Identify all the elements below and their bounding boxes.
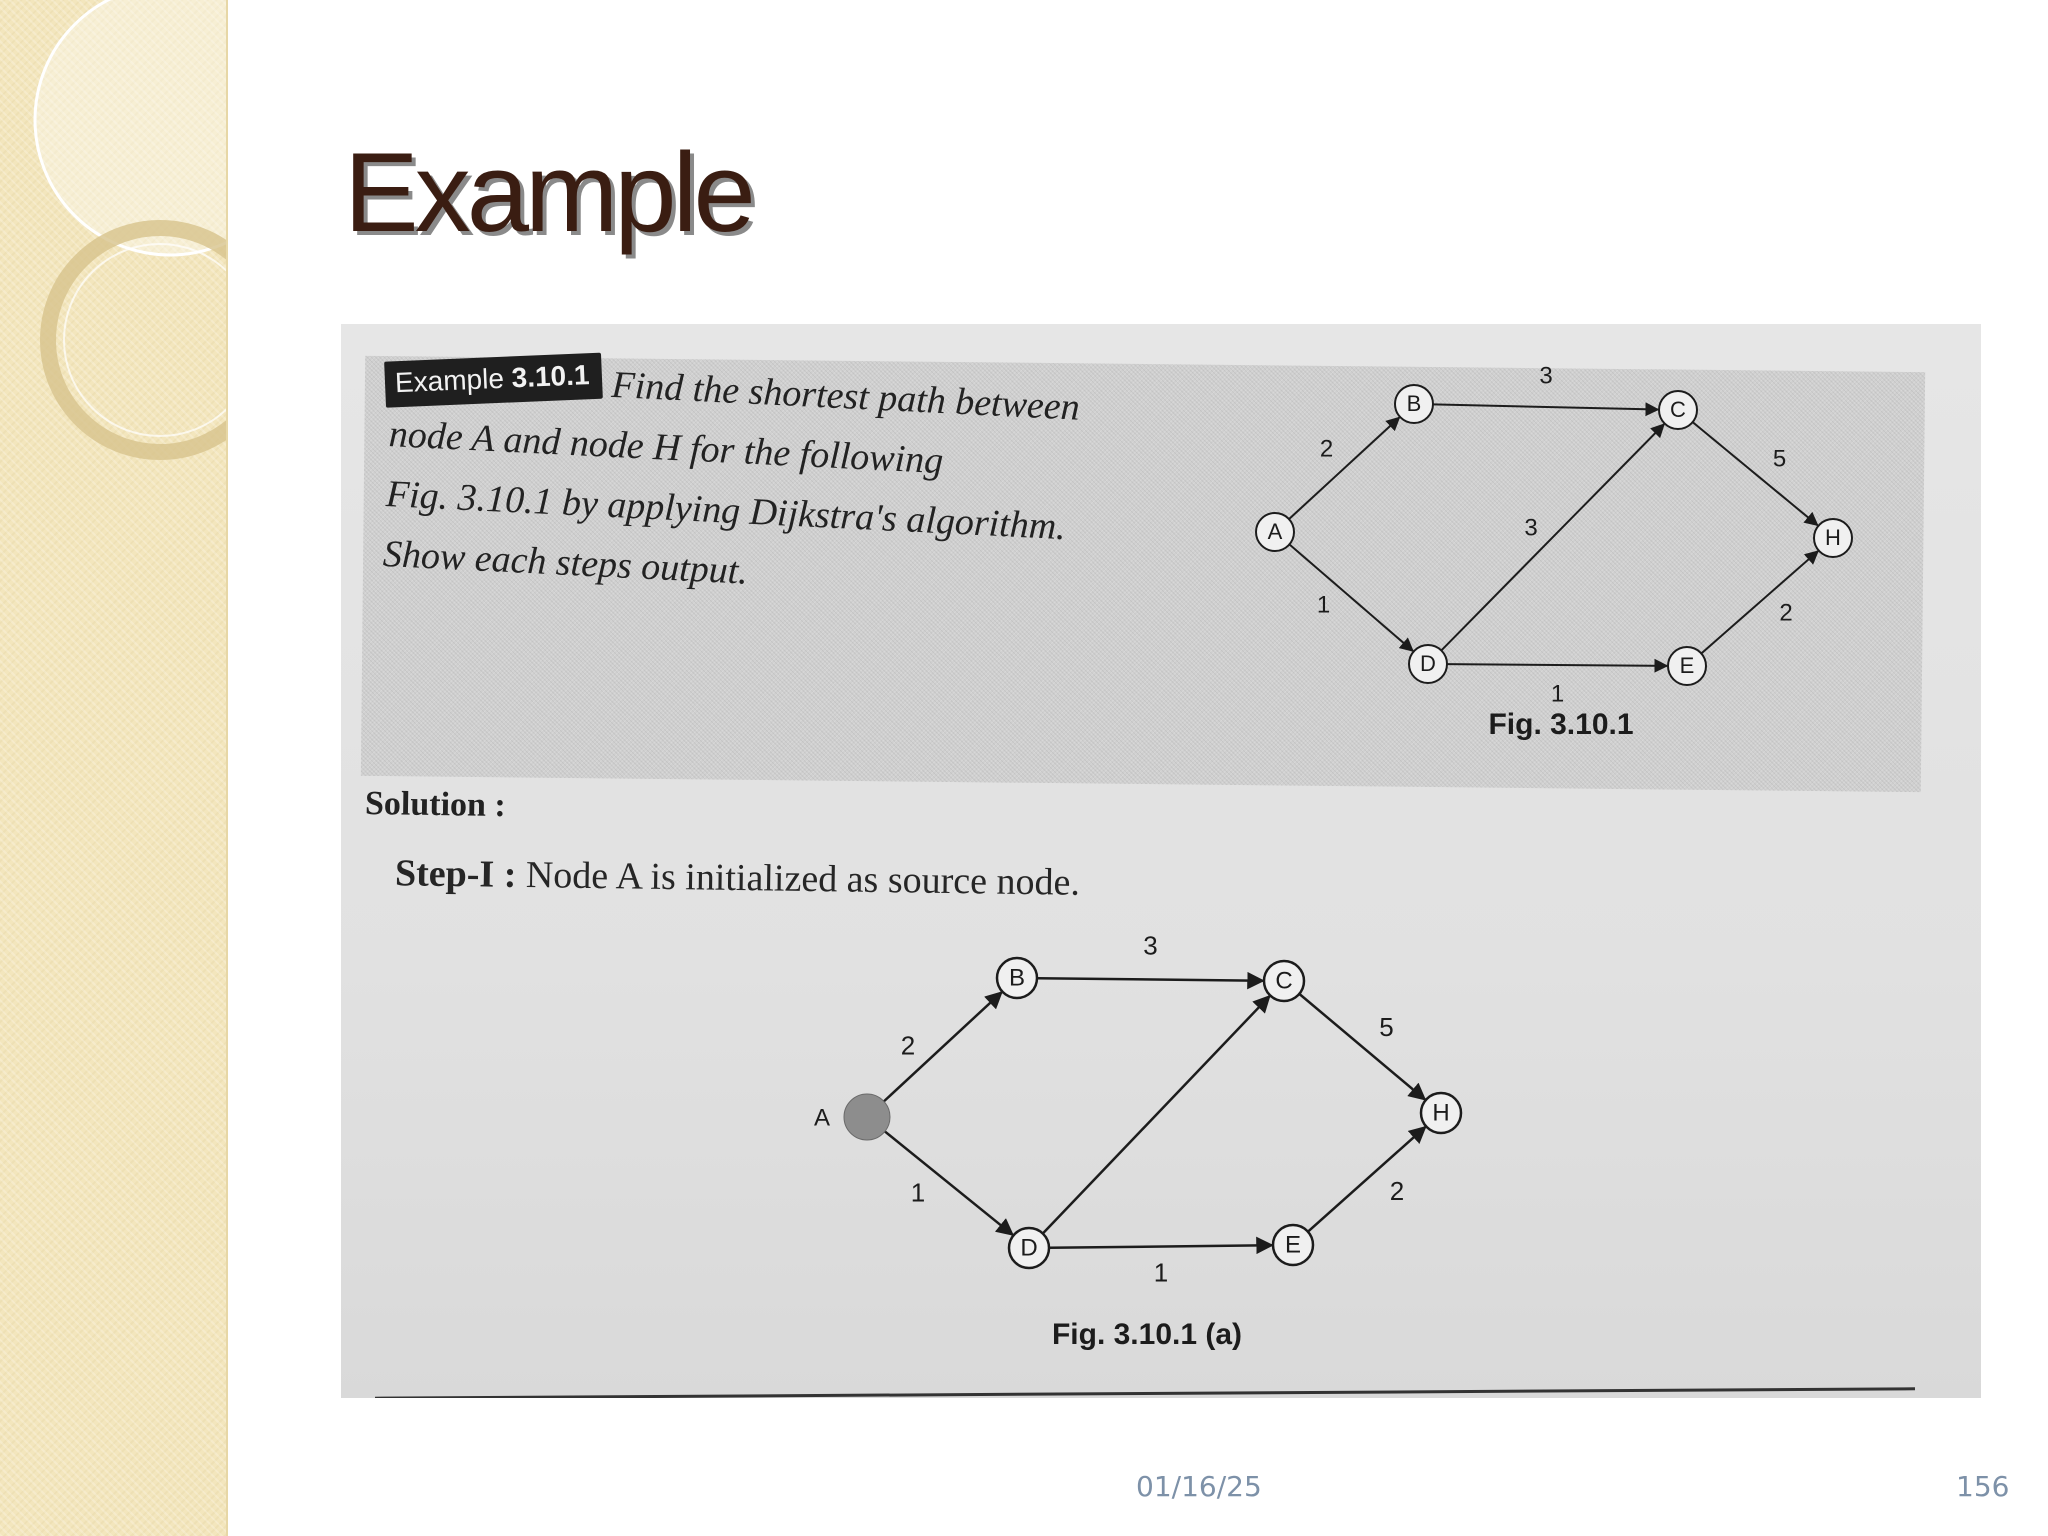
slide-title: Example	[344, 130, 752, 255]
figure-caption: Fig. 3.10.1	[1488, 708, 1634, 741]
edge-weight-A-D: 1	[910, 1177, 926, 1208]
edge-weight-C-H: 5	[1379, 1011, 1394, 1042]
edge-weight-A-B: 2	[900, 1030, 916, 1061]
graph-figures	[341, 324, 1981, 1398]
node-label-H: H	[1432, 1099, 1450, 1127]
edge-D-C	[1441, 424, 1664, 650]
problem-line-1: Find the shortest path between	[610, 363, 1081, 429]
node-label-A: A	[813, 1104, 831, 1132]
node-label-C: C	[1275, 967, 1293, 995]
textbook-photo	[341, 324, 1981, 1398]
edge-weight-D-E: 1	[1153, 1257, 1169, 1288]
node-label-H: H	[1825, 524, 1841, 550]
step-text: Node A is initialized as source node.	[525, 854, 1081, 904]
edge-weight-A-B: 2	[1319, 435, 1334, 463]
example-badge-word: Example	[394, 362, 505, 399]
edge-D-E	[1447, 664, 1667, 666]
figure-3-10-1	[1256, 362, 1852, 741]
edge-weight-A-D: 1	[1316, 591, 1331, 619]
edge-weight-C-H: 5	[1772, 445, 1787, 473]
source-node-A	[844, 1094, 890, 1140]
node-label-A: A	[1267, 518, 1283, 544]
problem-line-4: Show each steps output.	[382, 532, 749, 593]
node-label-D: D	[1420, 650, 1436, 676]
edge-C-H	[1693, 422, 1818, 525]
edge-E-H	[1308, 1127, 1425, 1232]
edge-A-D	[1289, 544, 1412, 651]
edge-C-H	[1299, 994, 1425, 1100]
edge-weight-B-C: 3	[1539, 362, 1553, 390]
edge-weight-D-C: 3	[1524, 514, 1538, 542]
figure-3-10-1a	[814, 930, 1461, 1351]
edge-B-C	[1037, 978, 1263, 981]
figure-caption: Fig. 3.10.1 (a)	[1051, 1318, 1243, 1351]
edge-D-E	[1049, 1245, 1272, 1248]
example-badge-number: 3.10.1	[510, 359, 591, 394]
edge-A-D	[885, 1131, 1013, 1234]
footer-date: 01/16/25	[1136, 1470, 1262, 1503]
node-label-C: C	[1670, 396, 1686, 422]
node-label-B: B	[1406, 390, 1422, 416]
step-label: Step-I :	[394, 852, 517, 896]
node-label-E: E	[1679, 652, 1695, 678]
node-label-E: E	[1284, 1231, 1302, 1259]
edge-E-H	[1701, 551, 1818, 653]
node-label-D: D	[1020, 1234, 1038, 1262]
problem-line-3: Fig. 3.10.1 by applying Dijkstra's algorithm.	[385, 472, 1067, 549]
decorative-circles	[0, 0, 226, 520]
edge-weight-E-H: 2	[1389, 1175, 1405, 1206]
problem-line-2: node A and node H for the following	[387, 413, 945, 483]
node-label-B: B	[1008, 964, 1026, 992]
decorative-side-band	[0, 0, 228, 1536]
edge-weight-E-H: 2	[1779, 599, 1793, 627]
edge-A-B	[1289, 418, 1399, 520]
edge-weight-D-E: 1	[1550, 680, 1565, 708]
page-number: 156	[1956, 1470, 2010, 1503]
edge-D-C	[1043, 996, 1270, 1233]
edge-weight-B-C: 3	[1143, 930, 1158, 961]
edge-B-C	[1433, 404, 1658, 409]
solution-heading: Solution :	[364, 785, 507, 824]
